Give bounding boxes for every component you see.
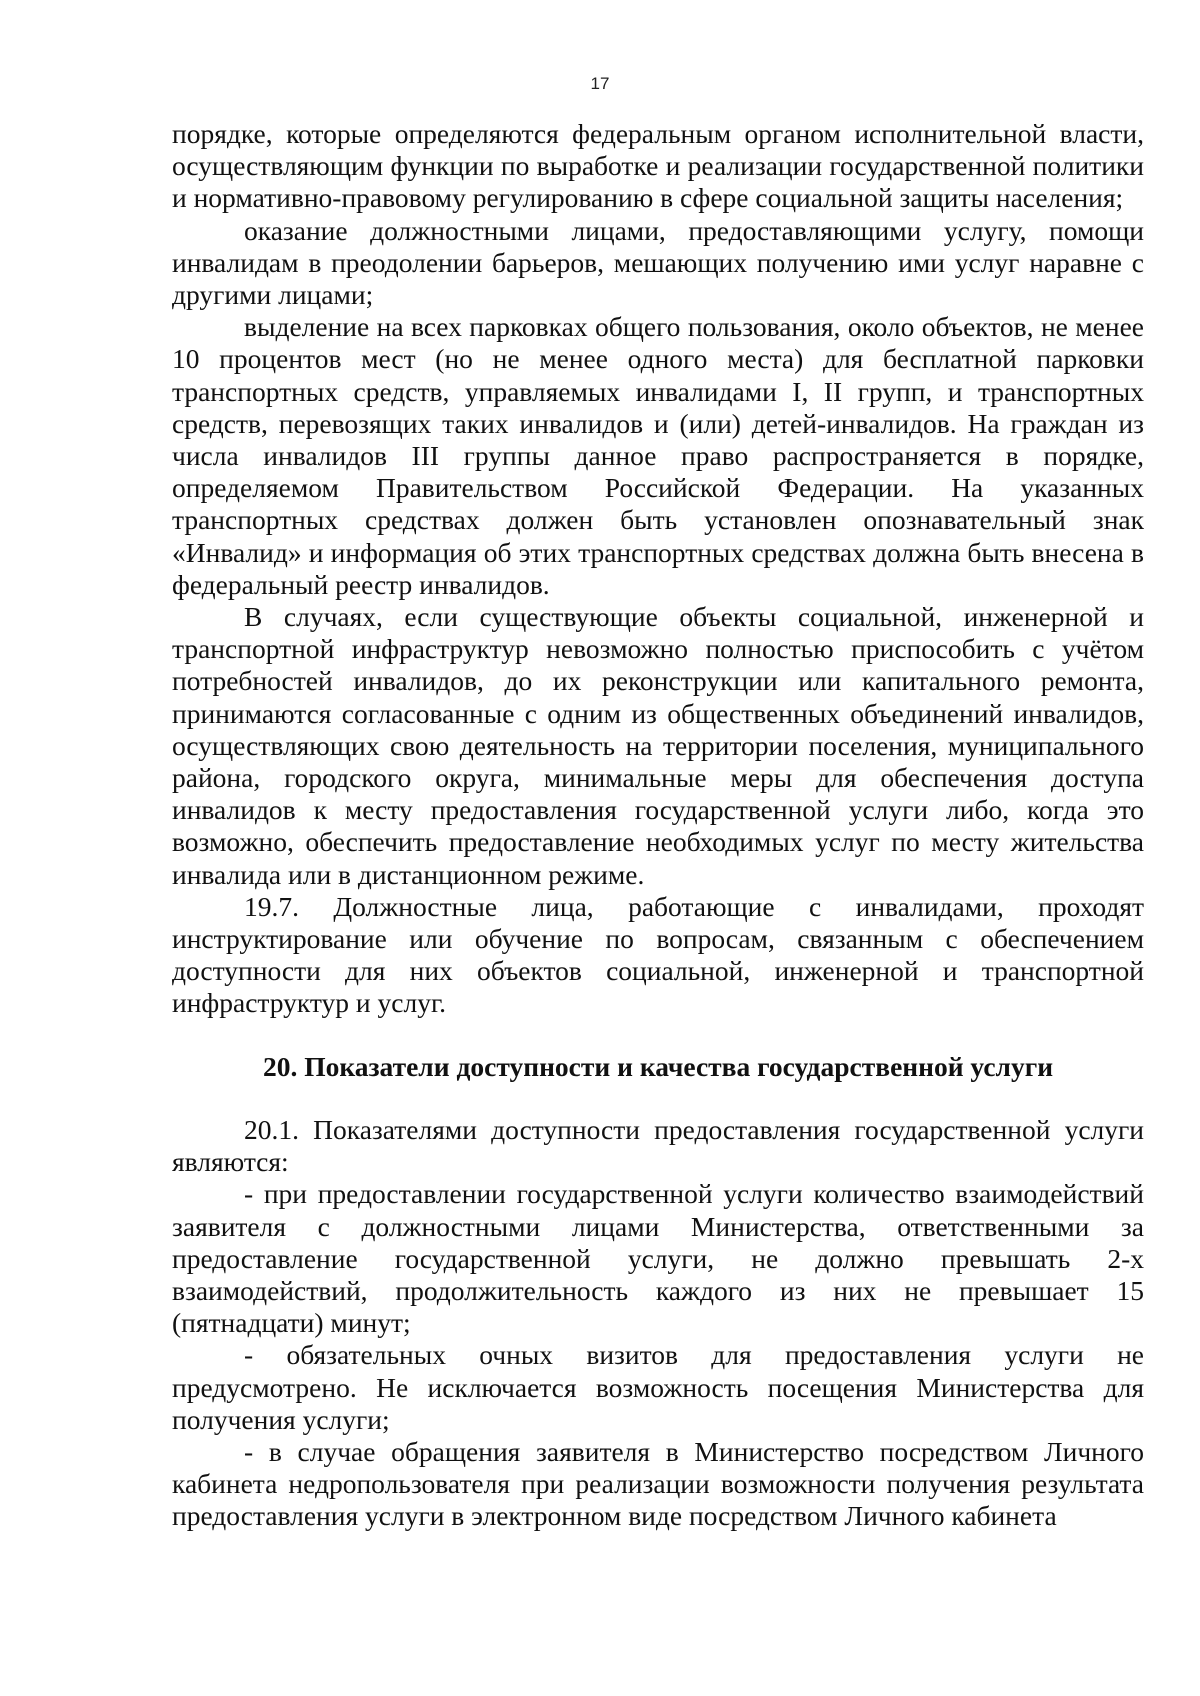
paragraph: 20.1. Показателями доступности предоставления государственной услуги являются:	[172, 1113, 1144, 1178]
paragraph: 19.7. Должностные лица, работающие с инвалидами, проходят инструктирование или обучение по вопросам, связанным с обеспечением доступности для них объектов социальной, инженерной и транспортной инфраструктур и услуг.	[172, 890, 1144, 1019]
paragraph: В случаях, если существующие объекты социальной, инженерной и транспортной инфраструктур невозможно полностью приспособить с учётом потребностей инвалидов, до их реконструкции или капитального ремонта, принимаются согласованные с одним из общественных объединений инвалидов, осуществляющих свою деятельность на территории поселения, муниципального района, городского округа, минимальные меры для обеспечения доступа инвалидов к месту предоставления государственной услуги либо, когда это возможно, обеспечить предоставление необходимых услуг по месту жительства инвалида или в дистанционном режиме.	[172, 601, 1144, 890]
list-item: - обязательных очных визитов для предоставления услуги не предусмотрено. Не исключается возможность посещения Министерства для получения услуги;	[172, 1339, 1144, 1435]
page-number: 17	[590, 74, 610, 93]
list-item: - при предоставлении государственной услуги количество взаимодействий заявителя с должностными лицами Министерства, ответственными за предоставление государственной услуги, не должно превышать 2-х взаимодействий, продолжительность каждого из них не превышает 15 (пятнадцати) минут;	[172, 1178, 1144, 1339]
paragraph: выделение на всех парковках общего пользования, около объектов, не менее 10 процентов мест (но не менее одного места) для бесплатной парковки транспортных средств, управляемых инвалидами I, II групп, и транспортных средств, перевозящих таких инвалидов и (или) детей-инвалидов. На граждан из числа инвалидов III группы данное право распространяется в порядке, определяемом Правительством Российской Федерации. На указанных транспортных средствах должен быть установлен опознавательный знак «Инвалид» и информация об этих транспортных средствах должна быть внесена в федеральный реестр инвалидов.	[172, 311, 1144, 600]
paragraph: оказание должностными лицами, предоставляющими услугу, помощи инвалидам в преодолении барьеров, мешающих получению ими услуг наравне с другими лицами;	[172, 214, 1144, 311]
document-body	[172, 118, 1144, 1533]
list-item: - в случае обращения заявителя в Министерство посредством Личного кабинета недропользователя при реализации возможности получения результата предоставления услуги в электронном виде посредством Личного кабинета	[172, 1435, 1144, 1532]
paragraph: порядке, которые определяются федеральным органом исполнительной власти, осуществляющим функции по выработке и реализации государственной политики и нормативно-правовому регулированию в сфере социальной защиты населения;	[172, 118, 1144, 214]
section-heading: 20. Показатели доступности и качества государственной услуги	[262, 1050, 1054, 1082]
